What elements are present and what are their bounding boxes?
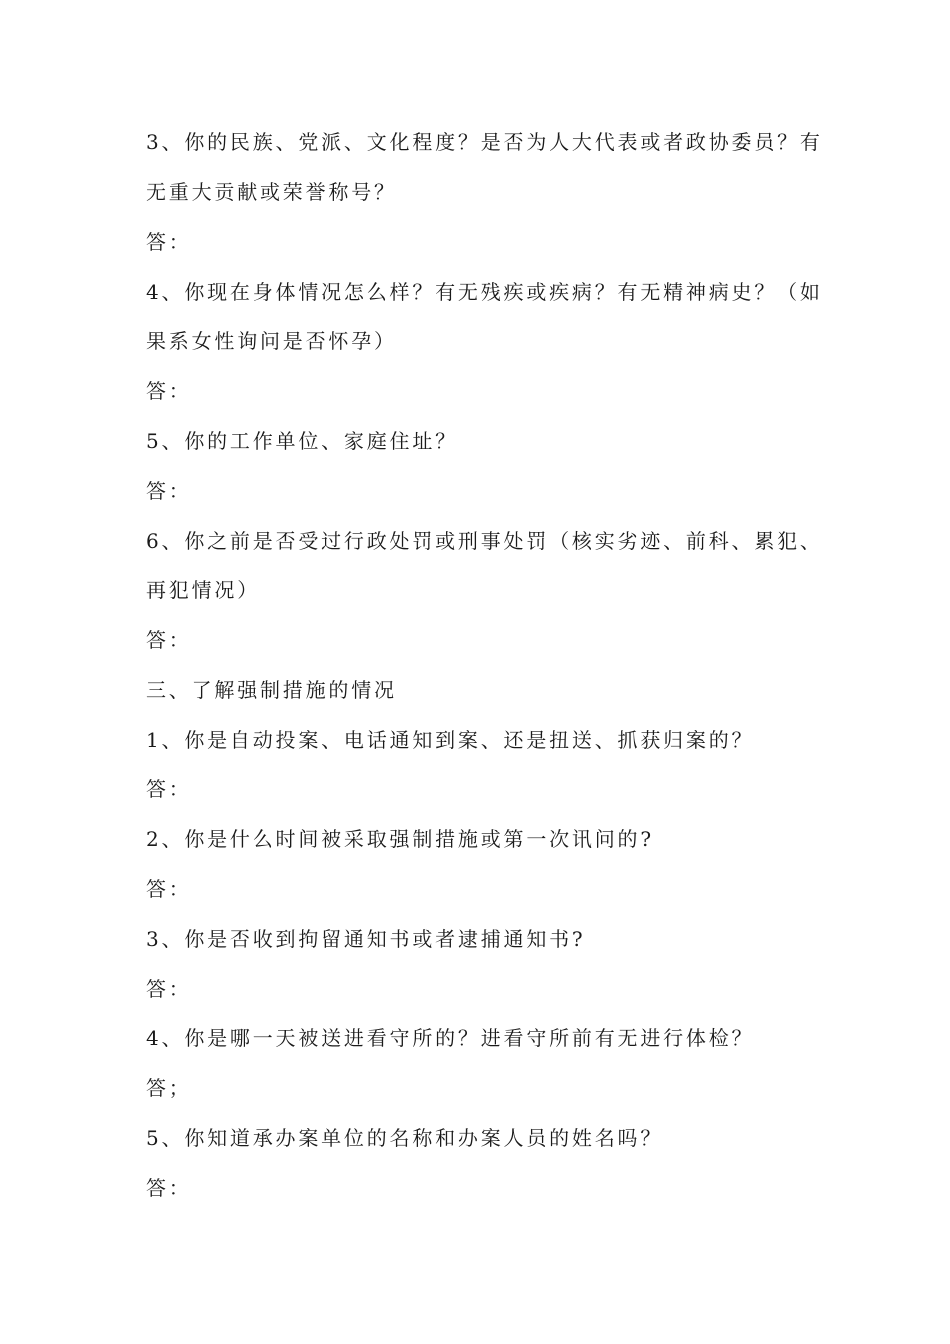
section-3-question-5: 5、你知道承办案单位的名称和办案人员的姓名吗？: [146, 1126, 664, 1150]
question-3-line-2: 无重大贡献或荣誉称号？: [146, 180, 397, 204]
question-4-line-1: 4、你现在身体情况怎么样？有无残疾或疾病？有无精神病史？（如: [146, 280, 823, 304]
section-3-question-4: 4、你是哪一天被送进看守所的？进看守所前有无进行体检？: [146, 1026, 755, 1050]
answer-label: 答：: [146, 877, 192, 901]
question-6-line-2: 再犯情况）: [146, 578, 260, 602]
section-heading: 三、了解强制措施的情况: [146, 678, 397, 702]
answer-label: 答：: [146, 628, 192, 652]
question-4-line-2: 果系女性询问是否怀孕）: [146, 329, 397, 353]
section-3-question-3: 3、你是否收到拘留通知书或者逮捕通知书?: [146, 927, 586, 951]
answer-label: 答：: [146, 777, 192, 801]
section-3-question-1: 1、你是自动投案、电话通知到案、还是扭送、抓获归案的？: [146, 728, 755, 752]
answer-label: 答：: [146, 977, 192, 1001]
question-3-line-1: 3、你的民族、党派、文化程度？是否为人大代表或者政协委员？有: [146, 130, 823, 154]
question-6-line-1: 6、你之前是否受过行政处罚或刑事处罚（核实劣迹、前科、累犯、: [146, 529, 823, 553]
answer-label: 答：: [146, 1176, 192, 1200]
section-3-question-2: 2、你是什么时间被采取强制措施或第一次讯问的?: [146, 827, 654, 851]
answer-label: 答；: [146, 1076, 192, 1100]
answer-label: 答：: [146, 479, 192, 503]
answer-label: 答：: [146, 230, 192, 254]
question-5-line-1: 5、你的工作单位、家庭住址？: [146, 429, 458, 453]
answer-label: 答：: [146, 379, 192, 403]
